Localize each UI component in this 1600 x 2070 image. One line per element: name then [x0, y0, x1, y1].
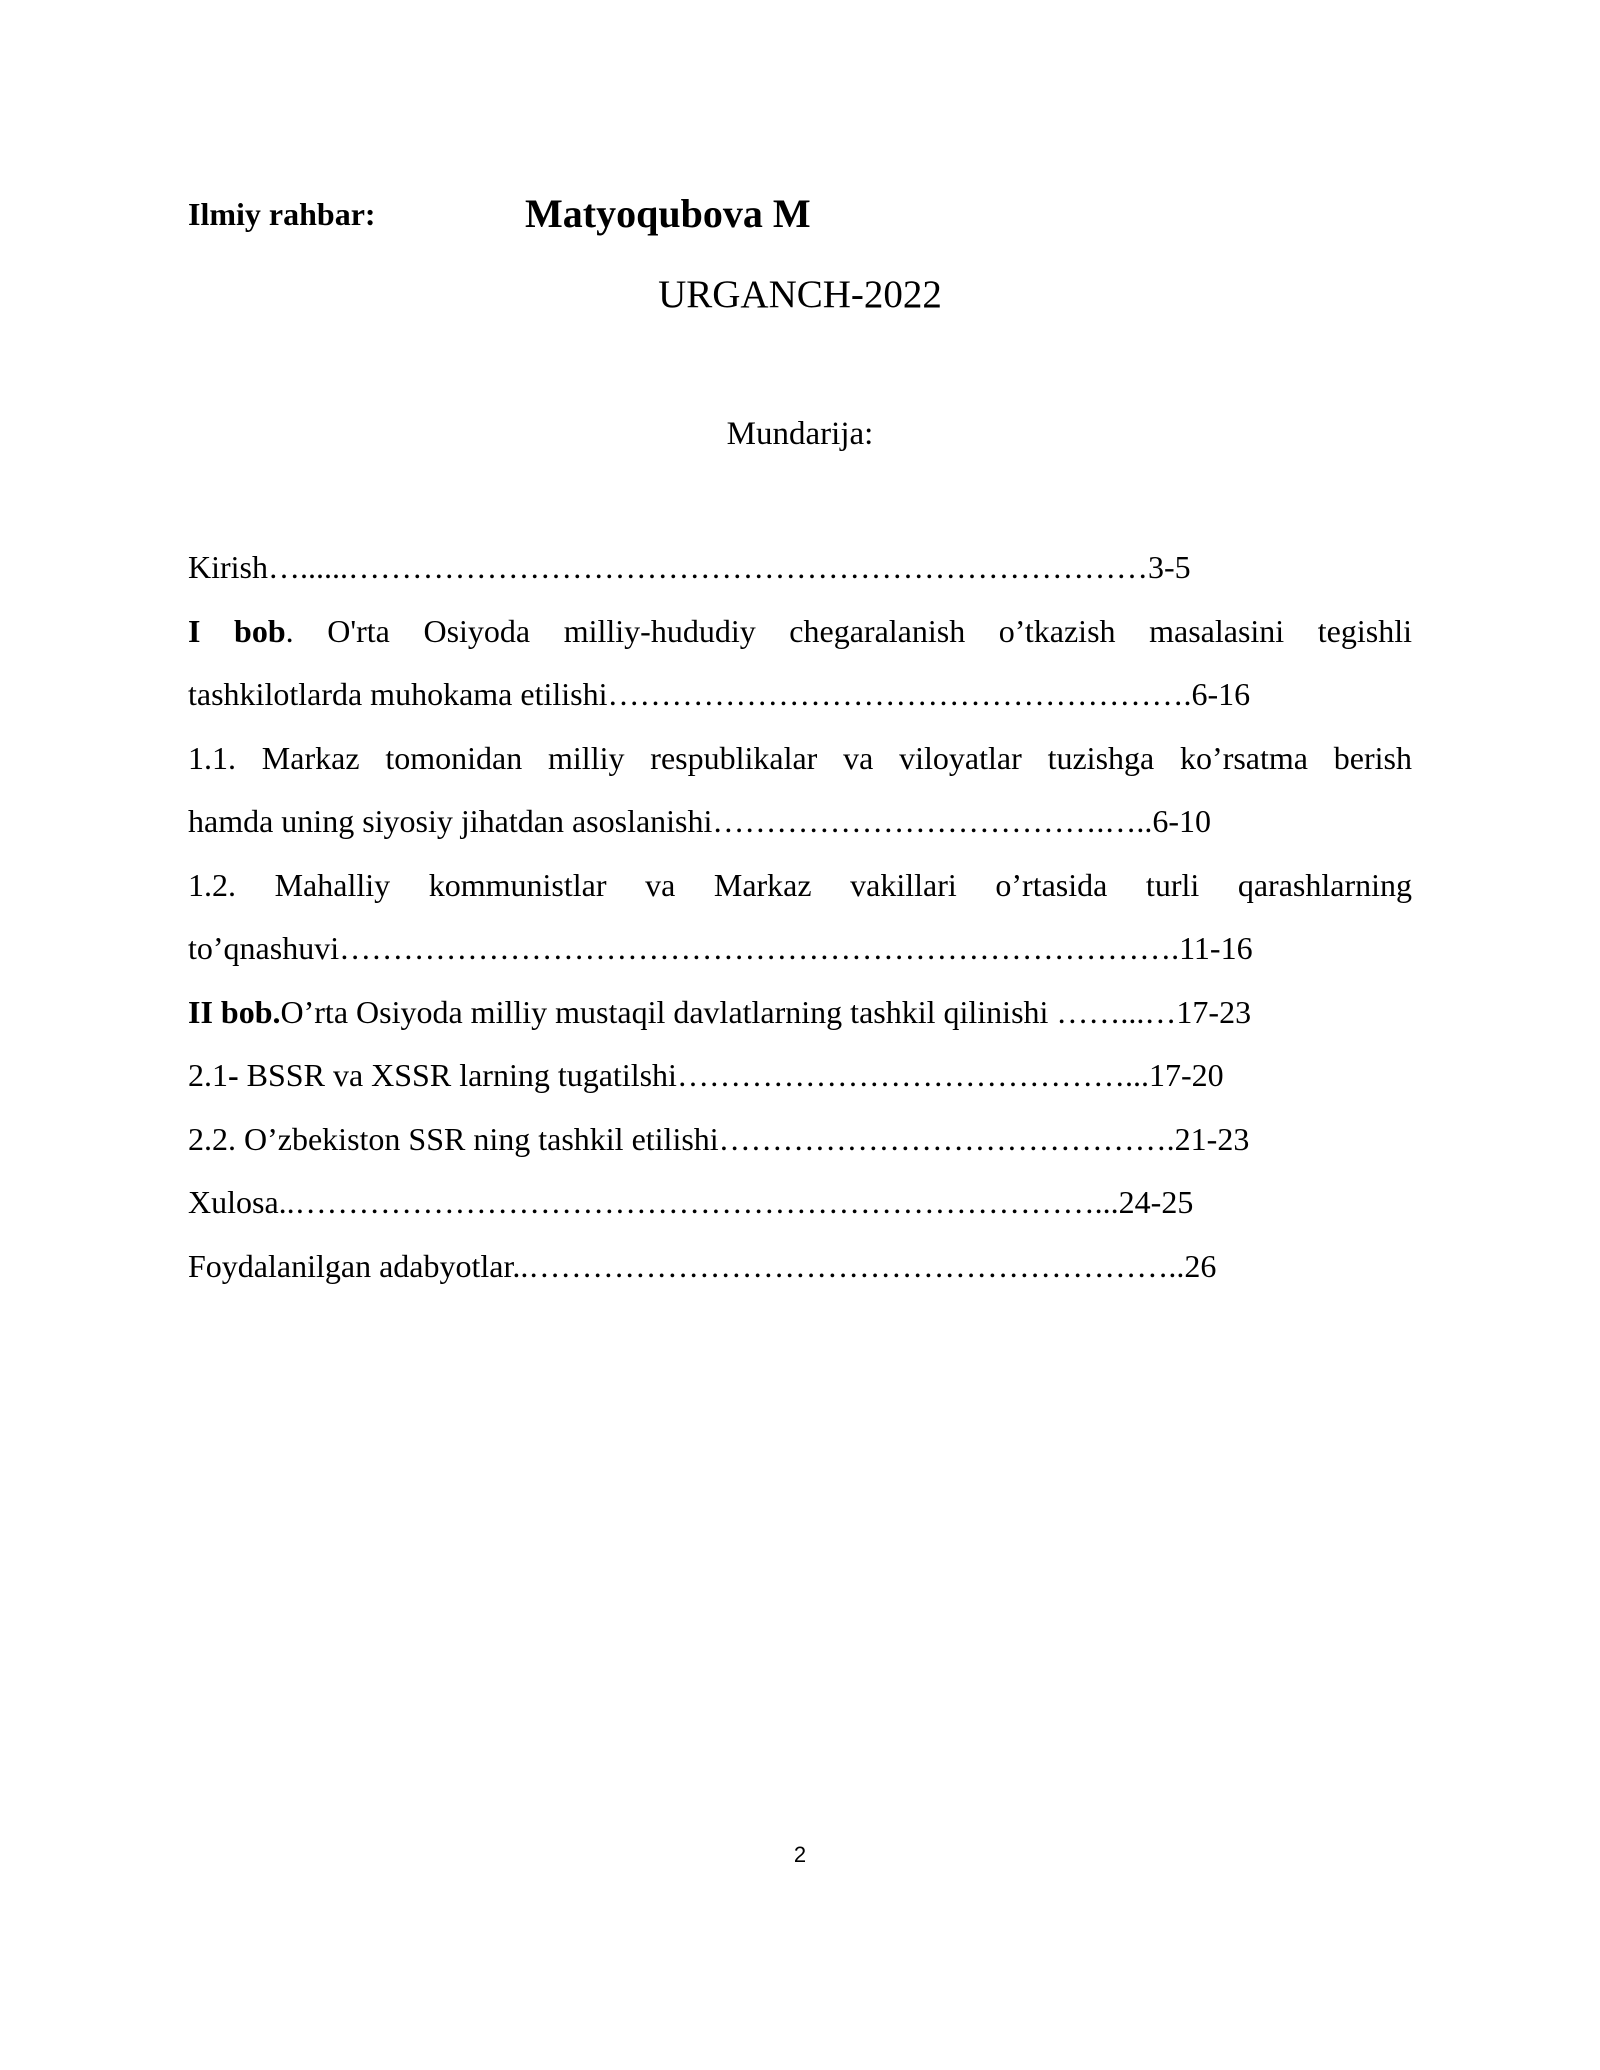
toc-entry-chapter2 — [188, 981, 1412, 1045]
page-number: 2 — [793, 1842, 807, 1867]
toc-entry-references: Foydalanilgan adabyotlar..……………………………………………………..26 — [188, 1247, 1217, 1284]
section-2-1-number: 2.1 — [188, 1057, 228, 1093]
section-2-1-title: BSSR va XSSR larning tugatilshi……………………………………...17-20 — [238, 1057, 1224, 1093]
toc-entry-chapter1-cont: tashkilotlarda muhokama etilishi……………………………………………….6-16 — [188, 676, 1251, 712]
toc-entry-section-1-2: 1.2. Mahalliy kommunistlar va Markaz vakillari o’rtasida turli qarashlarning — [188, 866, 1412, 903]
toc-entry-section-2-1 — [188, 1044, 1412, 1108]
toc-entry-section-1-1: 1.1. Markaz tomonidan milliy respublikalar va viloyatlar tuzishga ko’rsatma berish — [188, 739, 1412, 776]
city-year: URGANCH-2022 — [658, 273, 942, 316]
advisor-label: Ilmiy rahbar: — [188, 196, 376, 232]
chapter1-label: I bob — [188, 612, 286, 649]
section-2-1-dash: - — [228, 1057, 239, 1093]
toc-entry-xulosa: Xulosa..…………………………………………………………………...24-25 — [188, 1184, 1194, 1220]
chapter2-label: II bob. — [188, 993, 281, 1030]
chapter2-title: O’rta Osiyoda milliy mustaqil davlatlarning tashkil qilinishi ……...…17-23 — [280, 993, 1252, 1030]
toc-entry-section-1-2-cont: to’qnashuvi…………………………………………………………………….11-16 — [188, 930, 1253, 966]
toc-entry-chapter1 — [188, 600, 1412, 664]
chapter1-title-line1: . O'rta Osiyoda milliy-hududiy chegaralanish o’tkazish masalasini tegishli — [285, 612, 1412, 649]
toc-title: Mundarija: — [726, 416, 874, 452]
table-of-contents — [188, 536, 1412, 1298]
toc-entry-section-1-1-cont: hamda uning siyosiy jihatdan asoslanishi……………………………….…..6-10 — [188, 803, 1212, 839]
toc-entry-kirish: Kirish…......…………………………………………………………………3-5 — [188, 549, 1191, 585]
toc-entry-section-2-2: 2.2. O’zbekiston SSR ning tashkil etilishi…………………………………….21-23 — [188, 1120, 1250, 1157]
advisor-name: Matyoqubova M — [525, 191, 811, 236]
